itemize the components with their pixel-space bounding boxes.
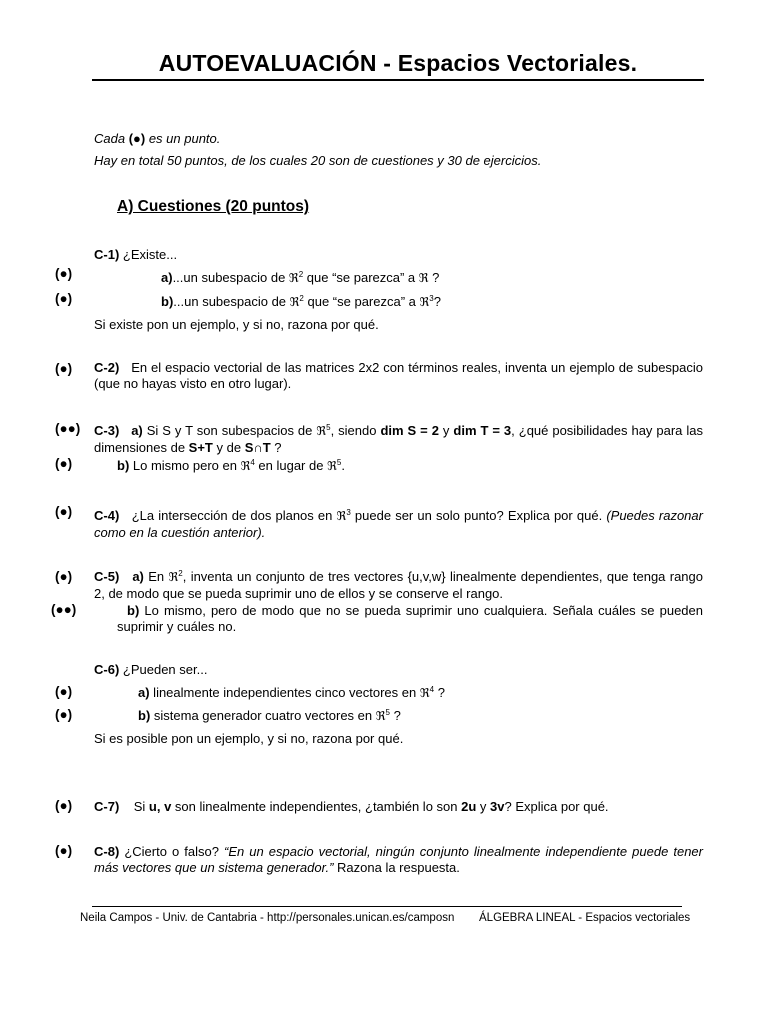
points-marker: (●) bbox=[55, 707, 73, 722]
section-title: A) Cuestiones (20 puntos) bbox=[117, 198, 310, 215]
question-c2: C-2) En el espacio vectorial de las matrices 2x2 con términos reales, inventa un ejemplo de subespacio (que no hayas visto en otro lugar). bbox=[94, 360, 704, 391]
question-c1-b: b)...un subespacio de ℜ$^2$ que “se parezca” a ℜ$^3$? bbox=[161, 294, 441, 309]
points-marker: (●) bbox=[55, 843, 73, 858]
points-marker: (●) bbox=[55, 266, 73, 281]
points-marker: (●●) bbox=[51, 602, 77, 617]
question-c3-b: b) Lo mismo pero en ℜ$^4$ en lugar de ℜ$^5$. bbox=[117, 458, 345, 473]
question-c6-tail: Si es posible pon un ejemplo, y si no, razona por qué. bbox=[94, 731, 404, 746]
title-divider bbox=[92, 79, 704, 81]
question-c5-a: C-5) a) En ℜ$^2$, inventa un conjunto de tres vectores {u,v,w} linealmente dependientes, que tenga rango 2, de modo que se pueda suprimir uno de ellos y se conserve el rango. bbox=[94, 569, 704, 601]
question-c8: C-8) ¿Cierto o falso? “En un espacio vectorial, ningún conjunto linealmente independiente puede tener más vectores que un sistema generador.” Razona la respuesta. bbox=[94, 844, 703, 875]
page-title: AUTOEVALUACIÓN - Espacios Vectoriales. bbox=[158, 50, 638, 76]
footer-author: Neila Campos - Univ. de Cantabria - http://personales.unican.es/camposn bbox=[80, 912, 455, 924]
question-c1-a: a)...un subespacio de ℜ$^2$ que “se parezca” a ℜ ? bbox=[161, 270, 440, 285]
intro-line-1: Cada (●) es un punto. bbox=[94, 131, 221, 146]
question-c6-b: b) sistema generador cuatro vectores en ℜ$^5$ ? bbox=[138, 708, 401, 723]
points-marker: (●) bbox=[55, 456, 73, 471]
footer-divider bbox=[92, 906, 682, 907]
points-marker: (●) bbox=[55, 504, 73, 519]
points-marker: (●) bbox=[55, 798, 73, 813]
question-c3-a: C-3) a) Si S y T son subespacios de ℜ$^5$, siendo dim S = 2 y dim T = 3, ¿qué posibilidades hay para las dimensiones de S+T y de S∩T ? bbox=[94, 423, 703, 455]
intro-line-2: Hay en total 50 puntos, de los cuales 20 son de cuestiones y 30 de ejercicios. bbox=[94, 153, 542, 168]
points-marker: (●) bbox=[55, 361, 73, 376]
points-marker: (●) bbox=[55, 684, 73, 699]
question-c4: C-4) ¿La intersección de dos planos en ℜ$^3$ puede ser un solo punto? Explica por qué. (Puedes razonar como en la cuestión anterior). bbox=[94, 508, 703, 540]
question-c5-b: b) Lo mismo, pero de modo que no se pueda suprimir uno cualquiera. Señala cuáles se pueden suprimir y cuáles no. bbox=[117, 603, 703, 634]
footer-course: ÁLGEBRA LINEAL - Espacios vectoriales bbox=[479, 912, 691, 924]
points-marker: (●) bbox=[55, 291, 73, 306]
points-marker: (●) bbox=[55, 569, 73, 584]
question-c1-tail: Si existe pon un ejemplo, y si no, razona por qué. bbox=[94, 317, 379, 332]
question-c1: C-1) ¿Existe... bbox=[94, 247, 178, 262]
question-c6-a: a) linealmente independientes cinco vectores en ℜ$^4$ ? bbox=[138, 685, 445, 700]
points-marker: (●●) bbox=[55, 421, 81, 436]
question-c7: C-7) Si u, v son linealmente independientes, ¿también lo son 2u y 3v? Explica por qué. bbox=[94, 799, 609, 814]
question-c6: C-6) ¿Pueden ser... bbox=[94, 662, 208, 677]
